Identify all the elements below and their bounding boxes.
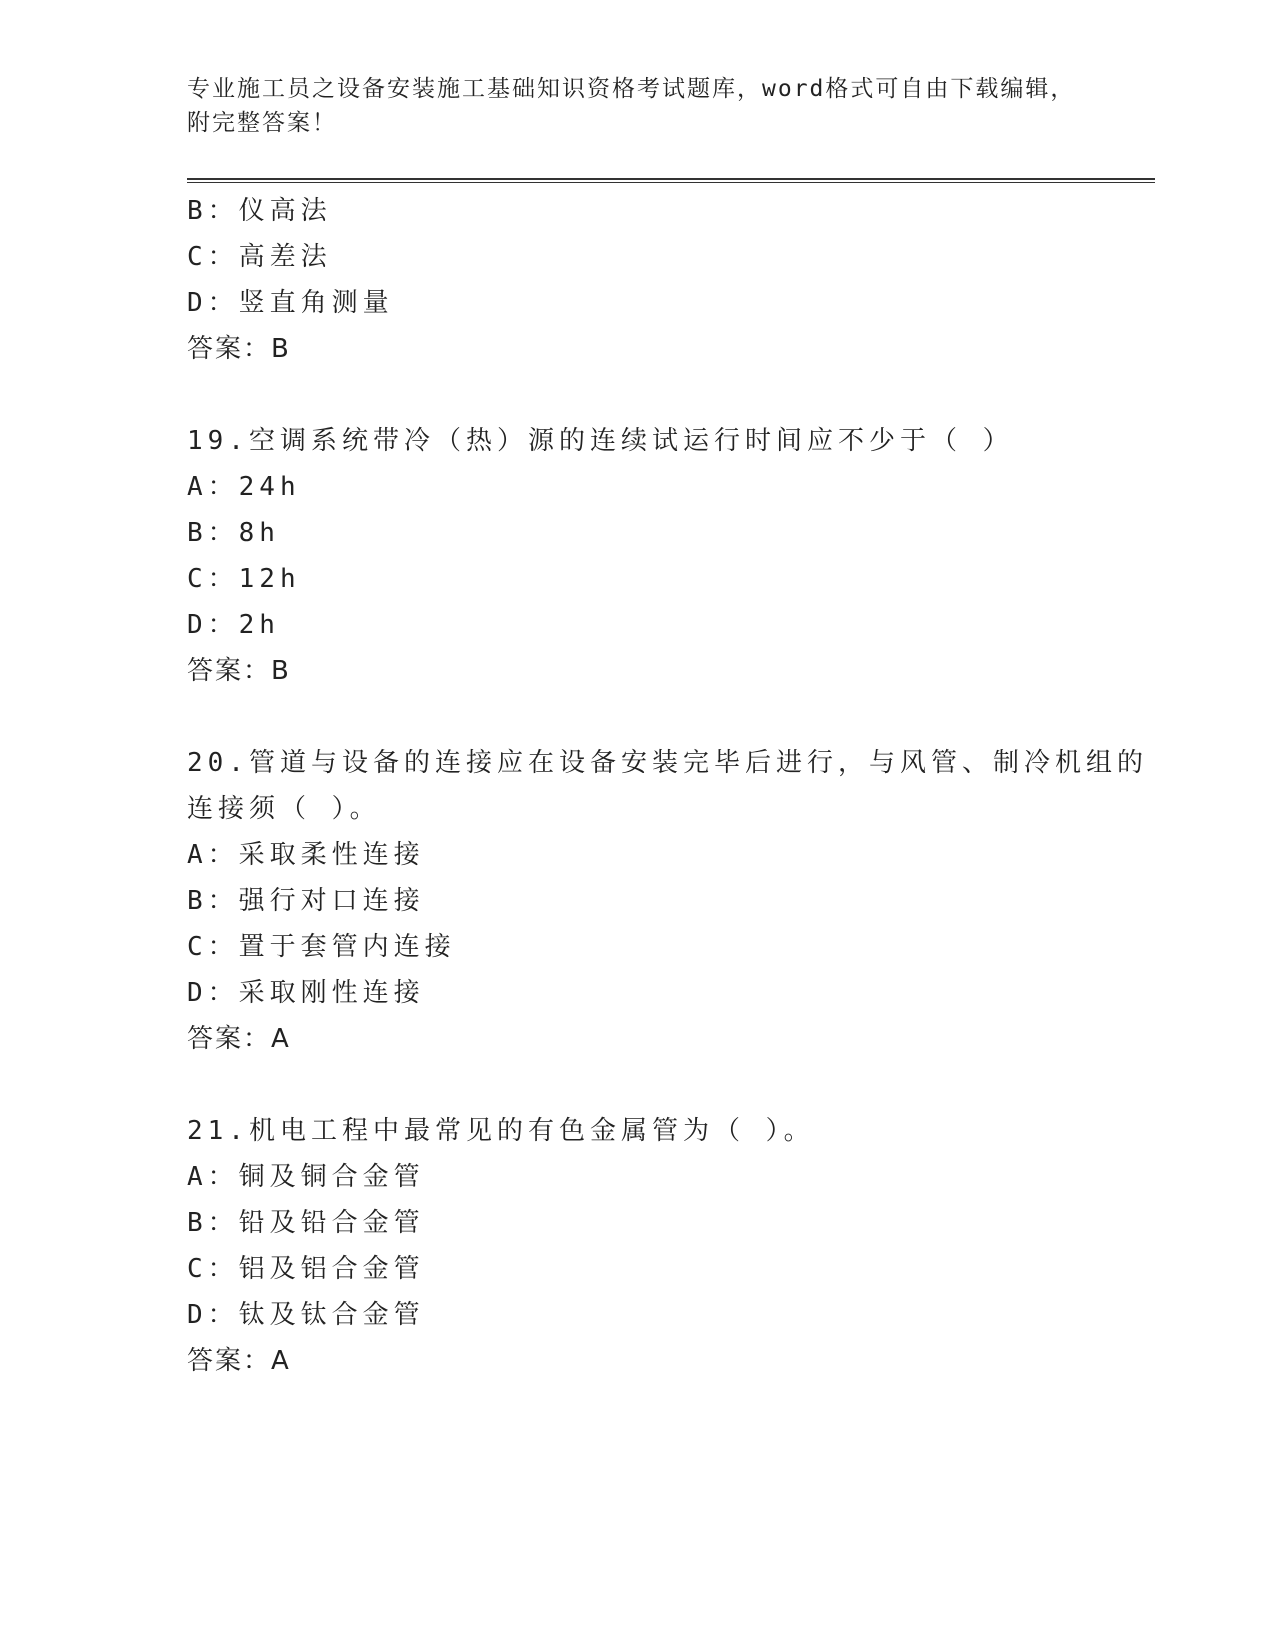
spacer	[187, 372, 1155, 418]
option-a: A：24h	[187, 472, 301, 502]
option-b: B：仪高法	[187, 196, 332, 226]
option-a: A：采取柔性连接	[187, 840, 425, 870]
header-line-1: 专业施工员之设备安装施工基础知识资格考试题库，word格式可自由下载编辑，	[187, 76, 1076, 102]
header-line-2: 附完整答案！	[187, 110, 337, 136]
option-d: D：采取刚性连接	[187, 978, 425, 1008]
option-d: D：竖直角测量	[187, 288, 394, 318]
option-d: D：钛及钛合金管	[187, 1300, 425, 1330]
question-19	[187, 418, 1155, 694]
question-stem: 19.空调系统带冷（热）源的连续试运行时间应不少于（ ）	[187, 426, 1014, 456]
question-stem-continued: 连接须（ ）。	[187, 794, 381, 824]
question-stem: 20.管道与设备的连接应在设备安装完毕后进行，与风管、制冷机组的	[187, 748, 1148, 778]
spacer	[187, 694, 1155, 740]
answer: 答案：B	[187, 656, 291, 686]
option-b: B：铅及铅合金管	[187, 1208, 425, 1238]
answer: 答案：A	[187, 1024, 291, 1054]
option-a: A：铜及铜合金管	[187, 1162, 425, 1192]
option-b: B：强行对口连接	[187, 886, 425, 916]
option-c: C：高差法	[187, 242, 332, 272]
header-divider	[187, 178, 1155, 183]
option-c: C：置于套管内连接	[187, 932, 456, 962]
option-c: C：12h	[187, 564, 301, 594]
question-21	[187, 1108, 1155, 1384]
option-b: B：8h	[187, 518, 280, 548]
option-c: C：铝及铝合金管	[187, 1254, 425, 1284]
answer: 答案：B	[187, 334, 291, 364]
document-header	[187, 72, 1087, 140]
answer: 答案：A	[187, 1346, 291, 1376]
question-stem: 21.机电工程中最常见的有色金属管为（ ）。	[187, 1116, 815, 1146]
question-18-tail	[187, 188, 1155, 372]
option-d: D：2h	[187, 610, 280, 640]
spacer	[187, 1062, 1155, 1108]
question-list	[187, 188, 1155, 1384]
question-20	[187, 740, 1155, 1062]
